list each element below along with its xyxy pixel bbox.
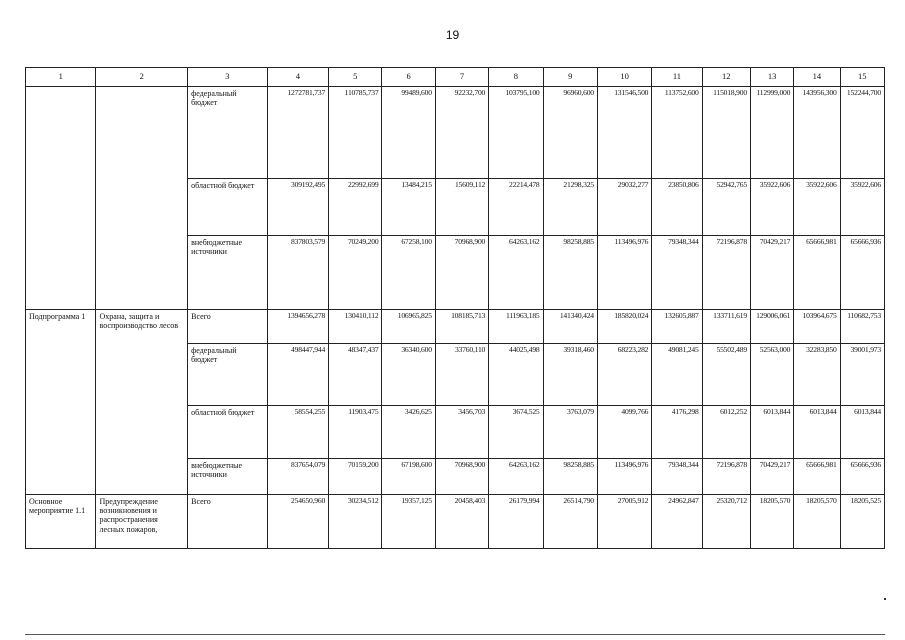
amount-cell: 48347,437: [329, 344, 382, 406]
amount-cell: 70968,900: [435, 459, 488, 495]
amount-cell: 13484,215: [382, 179, 435, 236]
column-number-12: 12: [702, 68, 750, 87]
amount-cell: 27005,912: [597, 495, 651, 549]
table-row: [26, 310, 885, 344]
amount-cell: 29032,277: [597, 179, 651, 236]
funding-source-cell: областной бюджет: [188, 179, 268, 236]
amount-cell: 185820,024: [597, 310, 651, 344]
column-number-7: 7: [435, 68, 488, 87]
amount-cell: 55502,489: [702, 344, 750, 406]
column-number-1: 1: [26, 68, 96, 87]
amount-cell: 99489,600: [382, 87, 435, 179]
column-number-8: 8: [489, 68, 543, 87]
amount-cell: 1394656,278: [267, 310, 328, 344]
funding-source-cell: внебюджетные источники: [188, 459, 268, 495]
amount-cell: 20458,403: [435, 495, 488, 549]
amount-cell: 26179,994: [489, 495, 543, 549]
amount-cell: 65666,936: [840, 459, 884, 495]
program-name-cell: [26, 87, 96, 310]
amount-cell: 110785,737: [329, 87, 382, 179]
amount-cell: 25320,712: [702, 495, 750, 549]
amount-cell: 3674,525: [489, 406, 543, 459]
funding-source-cell: Всего: [188, 495, 268, 549]
program-name-cell: Подпрограмма 1: [26, 310, 96, 495]
amount-cell: 3426,625: [382, 406, 435, 459]
amount-cell: 6013,844: [840, 406, 884, 459]
column-number-9: 9: [543, 68, 597, 87]
amount-cell: 6013,844: [750, 406, 793, 459]
column-number-11: 11: [652, 68, 702, 87]
amount-cell: 44025,498: [489, 344, 543, 406]
funding-source-cell: федеральный бюджет: [188, 344, 268, 406]
amount-cell: 254650,960: [267, 495, 328, 549]
amount-cell: 24962,847: [652, 495, 702, 549]
funding-source-cell: Всего: [188, 310, 268, 344]
column-number-row: [26, 68, 885, 87]
amount-cell: 49081,245: [652, 344, 702, 406]
amount-cell: 309192,495: [267, 179, 328, 236]
amount-cell: 70249,200: [329, 236, 382, 310]
page-bottom-rule: [25, 634, 885, 635]
amount-cell: 39001,973: [840, 344, 884, 406]
program-title-cell: Предупреждение возникновения и распространения лесных пожаров,: [96, 495, 188, 549]
amount-cell: 79348,344: [652, 459, 702, 495]
amount-cell: 110682,753: [840, 310, 884, 344]
amount-cell: 58554,255: [267, 406, 328, 459]
amount-cell: 130410,112: [329, 310, 382, 344]
amount-cell: 65666,936: [840, 236, 884, 310]
amount-cell: 132605,887: [652, 310, 702, 344]
amount-cell: 18205,570: [794, 495, 840, 549]
amount-cell: 96960,600: [543, 87, 597, 179]
amount-cell: 70159,200: [329, 459, 382, 495]
amount-cell: 19357,125: [382, 495, 435, 549]
program-title-cell: [96, 87, 188, 310]
amount-cell: 32283,850: [794, 344, 840, 406]
amount-cell: 30234,512: [329, 495, 382, 549]
column-number-13: 13: [750, 68, 793, 87]
amount-cell: 111963,185: [489, 310, 543, 344]
amount-cell: 1272781,737: [267, 87, 328, 179]
amount-cell: 39318,460: [543, 344, 597, 406]
amount-cell: 22214,478: [489, 179, 543, 236]
amount-cell: 67258,100: [382, 236, 435, 310]
column-number-4: 4: [267, 68, 328, 87]
column-number-2: 2: [96, 68, 188, 87]
amount-cell: 70429,217: [750, 459, 793, 495]
amount-cell: 35922,606: [840, 179, 884, 236]
amount-cell: 52563,000: [750, 344, 793, 406]
amount-cell: 64263,162: [489, 459, 543, 495]
amount-cell: 70429,217: [750, 236, 793, 310]
amount-cell: 6012,252: [702, 406, 750, 459]
amount-cell: 837803,579: [267, 236, 328, 310]
amount-cell: 92232,700: [435, 87, 488, 179]
amount-cell: 113752,600: [652, 87, 702, 179]
funding-source-cell: областной бюджет: [188, 406, 268, 459]
amount-cell: 6013,844: [794, 406, 840, 459]
scan-speck: [884, 598, 886, 600]
amount-cell: 22992,699: [329, 179, 382, 236]
amount-cell: 72196,878: [702, 236, 750, 310]
amount-cell: 65666,981: [794, 459, 840, 495]
column-number-6: 6: [382, 68, 435, 87]
amount-cell: 131546,500: [597, 87, 651, 179]
funding-source-cell: федеральный бюджет: [188, 87, 268, 179]
amount-cell: 98258,885: [543, 459, 597, 495]
amount-cell: 23850,806: [652, 179, 702, 236]
amount-cell: 133711,619: [702, 310, 750, 344]
budget-table: [25, 67, 885, 549]
amount-cell: 79348,344: [652, 236, 702, 310]
amount-cell: 33760,110: [435, 344, 488, 406]
amount-cell: 3456,703: [435, 406, 488, 459]
amount-cell: 112999,000: [750, 87, 793, 179]
amount-cell: 4176,298: [652, 406, 702, 459]
amount-cell: 4099,766: [597, 406, 651, 459]
amount-cell: 103964,675: [794, 310, 840, 344]
amount-cell: 35922,606: [794, 179, 840, 236]
amount-cell: 98258,885: [543, 236, 597, 310]
program-name-cell: Основное мероприятие 1.1: [26, 495, 96, 549]
amount-cell: 106965,825: [382, 310, 435, 344]
column-number-14: 14: [794, 68, 840, 87]
table-body: [26, 87, 885, 549]
amount-cell: 129006,061: [750, 310, 793, 344]
column-number-10: 10: [597, 68, 651, 87]
amount-cell: 18205,525: [840, 495, 884, 549]
amount-cell: 141340,424: [543, 310, 597, 344]
amount-cell: 143956,300: [794, 87, 840, 179]
table-row: [26, 495, 885, 549]
amount-cell: 26514,790: [543, 495, 597, 549]
amount-cell: 35922,606: [750, 179, 793, 236]
amount-cell: 72196,878: [702, 459, 750, 495]
amount-cell: 11903,475: [329, 406, 382, 459]
page-number: 19: [445, 28, 460, 42]
amount-cell: 113496,976: [597, 236, 651, 310]
amount-cell: 3763,079: [543, 406, 597, 459]
amount-cell: 65666,981: [794, 236, 840, 310]
amount-cell: 837654,079: [267, 459, 328, 495]
amount-cell: 498447,944: [267, 344, 328, 406]
funding-source-cell: внебюджетные источники: [188, 236, 268, 310]
amount-cell: 52942,765: [702, 179, 750, 236]
amount-cell: 18205,570: [750, 495, 793, 549]
amount-cell: 67198,600: [382, 459, 435, 495]
amount-cell: 36340,600: [382, 344, 435, 406]
column-number-3: 3: [188, 68, 268, 87]
column-number-15: 15: [840, 68, 884, 87]
amount-cell: 115018,900: [702, 87, 750, 179]
amount-cell: 108185,713: [435, 310, 488, 344]
amount-cell: 152244,700: [840, 87, 884, 179]
amount-cell: 64263,162: [489, 236, 543, 310]
amount-cell: 70968,900: [435, 236, 488, 310]
program-title-cell: Охрана, защита и воспроизводство лесов: [96, 310, 188, 495]
amount-cell: 103795,100: [489, 87, 543, 179]
column-number-5: 5: [329, 68, 382, 87]
amount-cell: 21298,325: [543, 179, 597, 236]
amount-cell: 15609,112: [435, 179, 488, 236]
table-row: [26, 87, 885, 179]
amount-cell: 113496,976: [597, 459, 651, 495]
amount-cell: 68223,282: [597, 344, 651, 406]
